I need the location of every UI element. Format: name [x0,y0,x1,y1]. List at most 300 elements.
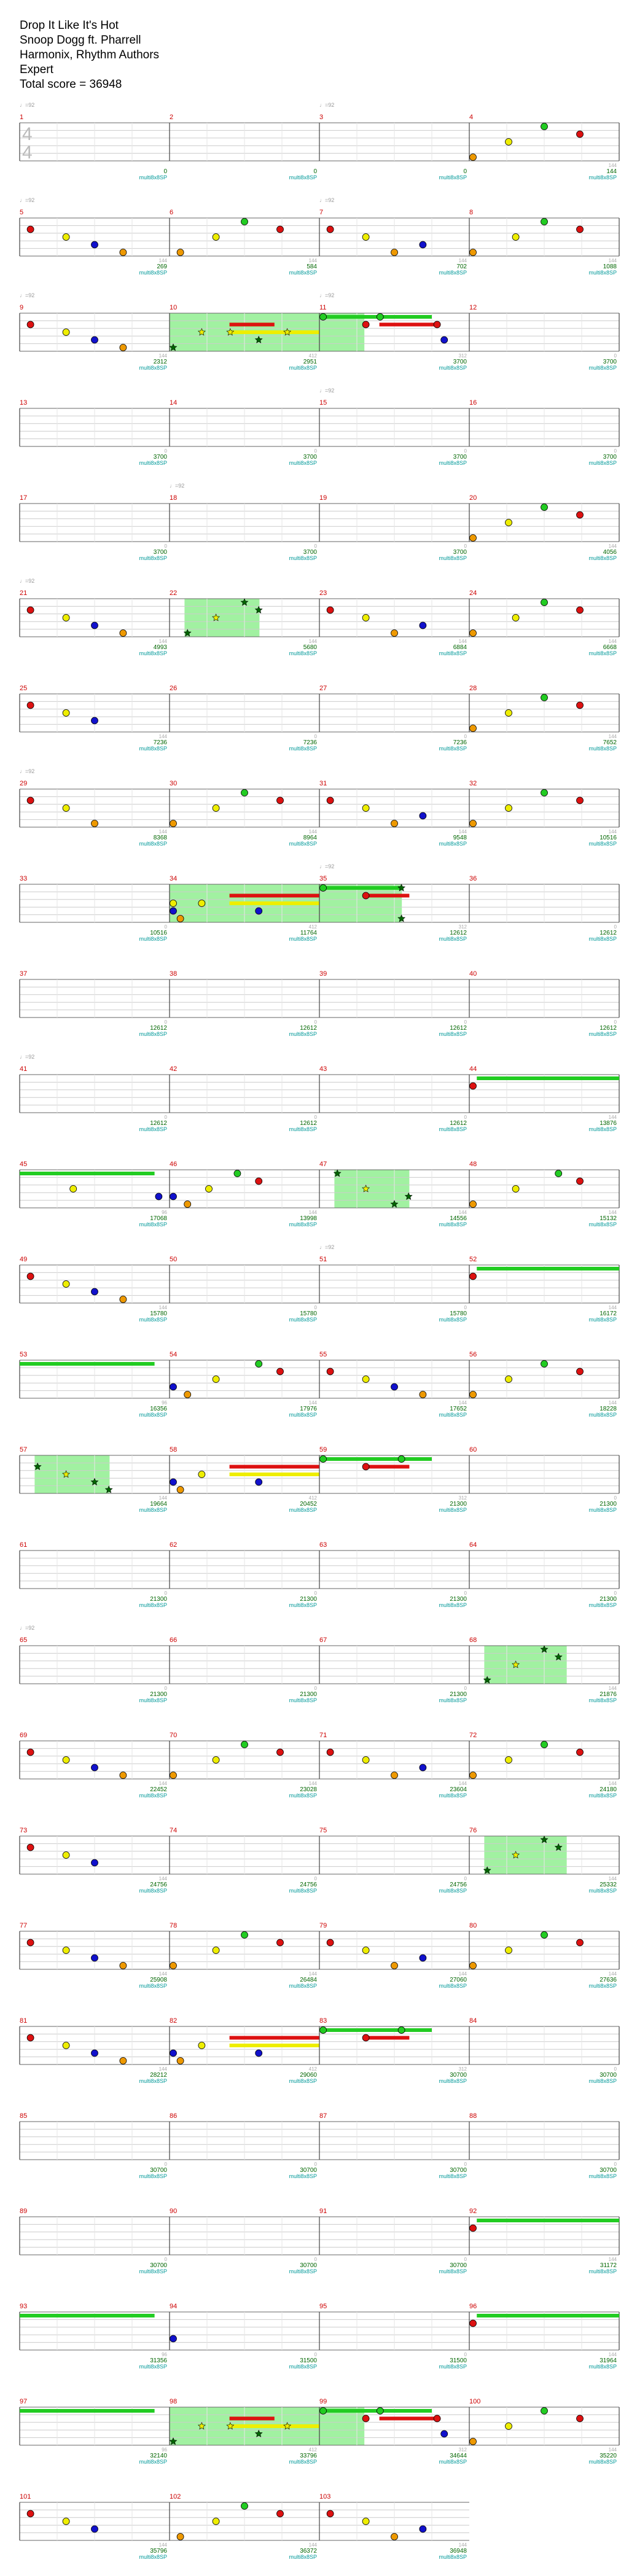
sub-score: 0 [314,1305,317,1310]
measure-number: 46 [170,1161,178,1168]
note-gem [63,329,69,336]
note-gem [555,1170,562,1177]
note-gem [577,1368,584,1375]
measure-number: 49 [20,1256,28,1263]
song-title: Drop It Like It's Hot [20,19,119,32]
sub-score: 312 [458,1495,467,1501]
cumulative-score: 21300 [300,1691,317,1698]
sub-score: 0 [164,2257,167,2262]
sub-score: 0 [464,448,467,454]
sustain-tail [230,2424,319,2428]
sub-score: 0 [164,2162,167,2167]
tempo-marker: ♩=92 [20,102,35,108]
sustain-tail [380,2417,440,2421]
sustain-tail [230,894,319,898]
multiplier-label: multi8x8SP [439,460,467,466]
multiplier-label: multi8x8SP [289,936,317,942]
note-gem [577,1749,584,1756]
multiplier-label: multi8x8SP [588,1792,617,1799]
cumulative-score: 9548 [453,835,467,841]
multiplier-label: multi8x8SP [289,1317,317,1323]
sub-score: 144 [158,258,167,263]
measure-number: 61 [20,1541,28,1549]
multiplier-label: multi8x8SP [439,270,467,276]
measure-number: 28 [469,685,477,692]
cumulative-score: 12612 [450,1025,467,1032]
note-gem [441,337,448,343]
note-gem [327,2510,334,2517]
note-gem [63,2518,69,2525]
note-gem [198,900,205,907]
note-gem [213,1376,219,1383]
multiplier-label: multi8x8SP [139,1602,167,1608]
cumulative-score: 31172 [600,2262,617,2269]
measure-number: 16 [469,399,477,407]
multiplier-label: multi8x8SP [289,460,317,466]
sub-score: 0 [314,1019,317,1025]
multiplier-label: multi8x8SP [289,650,317,656]
multiplier-label: multi8x8SP [439,2364,467,2370]
sub-score: 144 [458,258,467,263]
sustain-tail [364,1465,409,1469]
measure-number: 58 [170,1446,178,1453]
note-gem [277,1368,284,1375]
sub-score: 144 [158,2542,167,2548]
sub-score: 144 [308,1971,317,1977]
multiplier-label: multi8x8SP [139,270,167,276]
cumulative-score: 17652 [450,1406,467,1412]
multiplier-label: multi8x8SP [588,1983,617,1989]
sub-score: 0 [164,543,167,549]
measure-number: 17 [20,494,28,502]
note-gem [170,1383,177,1390]
multiplier-label: multi8x8SP [139,745,167,752]
note-gem [92,2526,98,2532]
cumulative-score: 3700 [303,454,317,461]
cumulative-score: 30700 [450,2167,467,2174]
multiplier-label: multi8x8SP [289,365,317,371]
cumulative-score: 34644 [450,2453,467,2459]
cumulative-score: 30700 [450,2262,467,2269]
multiplier-label: multi8x8SP [439,1221,467,1228]
measure-number: 56 [469,1351,477,1358]
sustain-tail [230,2036,319,2040]
note-gem [92,2050,98,2057]
note-gem [170,908,177,914]
note-gem [70,1186,77,1193]
note-gem [377,314,383,321]
measure-number: 80 [469,1922,477,1929]
multiplier-label: multi8x8SP [588,1126,617,1132]
note-gem [170,1479,177,1485]
note-gem [256,908,262,914]
multiplier-label: multi8x8SP [439,1031,467,1037]
sub-score: 144 [608,1781,617,1786]
sub-score: 144 [458,1400,467,1406]
cumulative-score: 584 [307,263,317,270]
note-gem [206,1186,213,1193]
note-gem [391,2534,398,2540]
sub-score: 0 [614,448,617,454]
note-gem [277,1749,284,1756]
note-gem [420,1955,426,1961]
cumulative-score: 0 [313,168,317,175]
cumulative-score: 11764 [300,930,317,936]
measure-number: 98 [170,2398,178,2405]
cumulative-score: 31356 [150,2357,167,2364]
note-gem [362,2034,369,2041]
note-gem [198,1471,205,1478]
multiplier-label: multi8x8SP [439,365,467,371]
sub-score: 312 [458,924,467,930]
tempo-marker: ♩=92 [20,197,35,203]
multiplier-label: multi8x8SP [439,1126,467,1132]
tempo-marker: ♩=92 [170,483,185,489]
note-gem [198,2042,205,2049]
sustain-tail [319,2409,432,2413]
cumulative-score: 21300 [600,1596,617,1603]
note-gem [470,1273,477,1280]
measure-number: 36 [469,875,477,882]
measure-number: 64 [469,1541,477,1549]
multiplier-label: multi8x8SP [289,1792,317,1799]
cumulative-score: 36948 [450,2548,467,2555]
cumulative-score: 17068 [150,1215,167,1222]
multiplier-label: multi8x8SP [588,365,617,371]
cumulative-score: 15780 [300,1310,317,1317]
multiplier-label: multi8x8SP [588,2459,617,2465]
multiplier-label: multi8x8SP [439,1507,467,1513]
cumulative-score: 15780 [450,1310,467,1317]
sustain-tail [380,323,440,327]
sub-score: 0 [314,448,317,454]
sustain-tail [230,1465,319,1469]
sub-score: 0 [464,1590,467,1596]
sub-score: 144 [608,1210,617,1215]
note-gem [577,226,584,233]
note-gem [120,344,127,351]
sub-score: 144 [608,639,617,644]
multiplier-label: multi8x8SP [289,1507,317,1513]
note-gem [63,1281,69,1288]
multiplier-label: multi8x8SP [139,1126,167,1132]
note-gem [213,234,219,241]
cumulative-score: 3700 [453,549,467,556]
multiplier-label: multi8x8SP [289,1697,317,1703]
measure-number: 77 [20,1922,28,1929]
sub-score: 144 [458,829,467,835]
measure-number: 95 [319,2303,327,2310]
measure-number: 68 [469,1636,477,1644]
note-gem [177,2534,184,2540]
measure-number: 52 [469,1256,477,1263]
sub-score: 144 [458,639,467,644]
multiplier-label: multi8x8SP [439,1792,467,1799]
tempo-marker: ♩=92 [319,863,335,870]
measure-number: 72 [469,1732,477,1739]
multiplier-label: multi8x8SP [439,1317,467,1323]
measure-number: 18 [170,494,178,502]
note-gem [170,2050,177,2057]
note-gem [241,219,248,225]
cumulative-score: 2312 [153,359,167,365]
measure-number: 5 [20,209,24,216]
multiplier-label: multi8x8SP [439,2459,467,2465]
sub-score: 0 [464,543,467,549]
note-gem [362,1757,369,1764]
sub-score: 0 [464,2257,467,2262]
measure-number: 11 [319,304,327,311]
measure-number: 86 [170,2112,178,2120]
note-gem [506,519,512,526]
note-gem [391,1963,398,1969]
sub-score: 0 [614,924,617,930]
note-gem [541,504,548,511]
note-gem [92,1859,98,1866]
star-power-zone [334,1170,409,1208]
cumulative-score: 19664 [150,1501,167,1508]
cumulative-score: 269 [157,263,167,270]
multiplier-label: multi8x8SP [139,936,167,942]
note-gem [470,630,477,637]
note-gem [541,1361,548,1368]
tempo-marker: ♩=92 [319,1244,335,1250]
note-gem [577,702,584,709]
note-gem [241,790,248,796]
multiplier-label: multi8x8SP [139,1697,167,1703]
measure-number: 66 [170,1636,178,1644]
sub-score: 144 [308,829,317,835]
note-gem [63,710,69,717]
measure-number: 48 [469,1161,477,1168]
note-gem [27,702,34,709]
note-gem [362,321,369,328]
multiplier-label: multi8x8SP [139,2078,167,2084]
multiplier-label: multi8x8SP [289,1983,317,1989]
multiplier-label: multi8x8SP [588,745,617,752]
cumulative-score: 3700 [153,549,167,556]
time-signature-top: 4 [22,124,33,144]
note-gem [327,1749,334,1756]
note-gem [170,900,177,907]
cumulative-score: 144 [606,168,617,175]
multiplier-label: multi8x8SP [139,1507,167,1513]
cumulative-score: 24756 [150,1881,167,1888]
measure-number: 91 [319,2208,327,2215]
note-gem [120,1296,127,1303]
cumulative-score: 24180 [600,1786,617,1793]
multiplier-label: multi8x8SP [289,174,317,181]
time-signature-bottom: 4 [22,142,33,163]
cumulative-score: 6884 [453,644,467,651]
cumulative-score: 7236 [303,739,317,746]
sub-score: 412 [308,2447,317,2453]
measure-number: 54 [170,1351,178,1358]
tempo-marker: ♩=92 [20,578,35,584]
cumulative-score: 3700 [453,454,467,461]
measure-number: 33 [20,875,28,882]
measure-number: 89 [20,2208,28,2215]
cumulative-score: 14556 [450,1215,467,1222]
note-gem [27,321,34,328]
multiplier-label: multi8x8SP [289,1126,317,1132]
cumulative-score: 30700 [300,2262,317,2269]
note-gem [155,1193,162,1200]
sustain-tail [319,2028,432,2032]
multiplier-label: multi8x8SP [289,2173,317,2179]
multiplier-label: multi8x8SP [139,2173,167,2179]
note-gem [541,1741,548,1748]
cumulative-score: 12612 [450,1120,467,1127]
multiplier-label: multi8x8SP [139,2554,167,2560]
sub-score: 0 [614,2162,617,2167]
measure-number: 75 [319,1827,327,1834]
song-artist: Snoop Dogg ft. Pharrell [20,34,141,47]
sub-score: 0 [314,2257,317,2262]
note-gem [470,1963,477,1969]
note-gem [27,2034,34,2041]
sub-score: 0 [614,1019,617,1025]
star-power-zone [319,2407,364,2445]
sub-score: 144 [308,1781,317,1786]
measure-number: 21 [20,590,28,597]
note-gem [177,1487,184,1493]
note-gem [277,226,284,233]
sub-score: 0 [464,2162,467,2167]
note-gem [362,615,369,621]
cumulative-score: 24756 [450,1881,467,1888]
cumulative-score: 21876 [600,1691,617,1698]
measure-number: 23 [319,590,327,597]
measure-number: 12 [469,304,477,311]
sub-score: 0 [464,2352,467,2357]
cumulative-score: 30700 [600,2167,617,2174]
measure-number: 3 [319,114,324,121]
note-gem [120,1963,127,1969]
multiplier-label: multi8x8SP [588,1317,617,1323]
sub-score: 144 [158,1305,167,1310]
measure-number: 100 [469,2398,481,2405]
cumulative-score: 2951 [303,359,317,365]
star-power-zone [484,1836,566,1874]
sub-score: 0 [464,1305,467,1310]
cumulative-score: 30700 [150,2167,167,2174]
cumulative-score: 3700 [603,454,617,461]
note-gem [234,1170,241,1177]
measure-number: 83 [319,2017,327,2025]
measure-number: 67 [319,1636,327,1644]
note-gem [470,2320,477,2327]
cumulative-score: 33796 [300,2453,317,2459]
sub-score: 144 [308,1210,317,1215]
note-gem [470,2438,477,2445]
cumulative-score: 12612 [450,930,467,936]
note-gem [327,607,334,613]
note-gem [27,226,34,233]
star-power-zone [484,1646,566,1684]
note-gem [541,2408,548,2415]
sub-score: 96 [162,1210,167,1215]
sub-score: 144 [158,1971,167,1977]
sustain-tail [477,1076,619,1080]
tempo-marker: ♩=92 [319,197,335,203]
sub-score: 0 [164,1115,167,1120]
note-gem [506,1947,512,1954]
measure-number: 37 [20,970,28,978]
sub-score: 0 [314,543,317,549]
cumulative-score: 28212 [150,2072,167,2079]
note-gem [63,234,69,241]
sub-score: 144 [608,829,617,835]
sub-score: 412 [308,924,317,930]
sub-score: 144 [608,734,617,739]
sub-score: 144 [608,258,617,263]
sustain-tail [20,2314,155,2317]
sub-score: 144 [608,1971,617,1977]
sustain-tail [364,2036,409,2040]
cumulative-score: 26484 [300,1977,317,1983]
note-gem [92,717,98,724]
note-gem [170,1772,177,1779]
note-gem [63,1947,69,1954]
multiplier-label: multi8x8SP [439,555,467,561]
note-gem [170,820,177,827]
note-gem [391,249,398,256]
sustain-tail [319,1457,432,1461]
sub-score: 0 [164,1686,167,1691]
measure-number: 31 [319,780,327,787]
note-gem [63,2042,69,2049]
note-gem [277,1939,284,1946]
sub-score: 412 [308,1495,317,1501]
sub-score: 144 [608,1305,617,1310]
star-power-zone [319,884,402,922]
note-gem [120,249,127,256]
sub-score: 412 [308,353,317,359]
note-gem [27,1844,34,1851]
note-gem [541,599,548,606]
note-gem [470,820,477,827]
cumulative-score: 24756 [300,1881,317,1888]
note-gem [256,1479,262,1485]
cumulative-score: 30700 [150,2262,167,2269]
measure-number: 63 [319,1541,327,1549]
sustain-tail [230,323,275,327]
note-gem [320,2408,327,2415]
sub-score: 312 [458,353,467,359]
sustain-tail [20,1362,155,1366]
note-gem [541,790,548,796]
sub-score: 144 [158,1876,167,1881]
note-gem [362,1947,369,1954]
cumulative-score: 3700 [153,454,167,461]
measure-number: 57 [20,1446,28,1453]
note-gem [92,241,98,248]
measure-number: 22 [170,590,178,597]
sub-score: 144 [158,1781,167,1786]
measure-number: 1 [20,114,24,121]
measure-number: 4 [469,114,474,121]
measure-number: 41 [20,1065,28,1073]
measure-number: 2 [170,114,174,121]
cumulative-score: 35796 [150,2548,167,2555]
sustain-tail [319,886,402,890]
note-gem [92,1288,98,1295]
cumulative-score: 13998 [300,1215,317,1222]
measure-number: 59 [319,1446,327,1453]
measure-number: 88 [469,2112,477,2120]
measure-number: 44 [469,1065,477,1073]
